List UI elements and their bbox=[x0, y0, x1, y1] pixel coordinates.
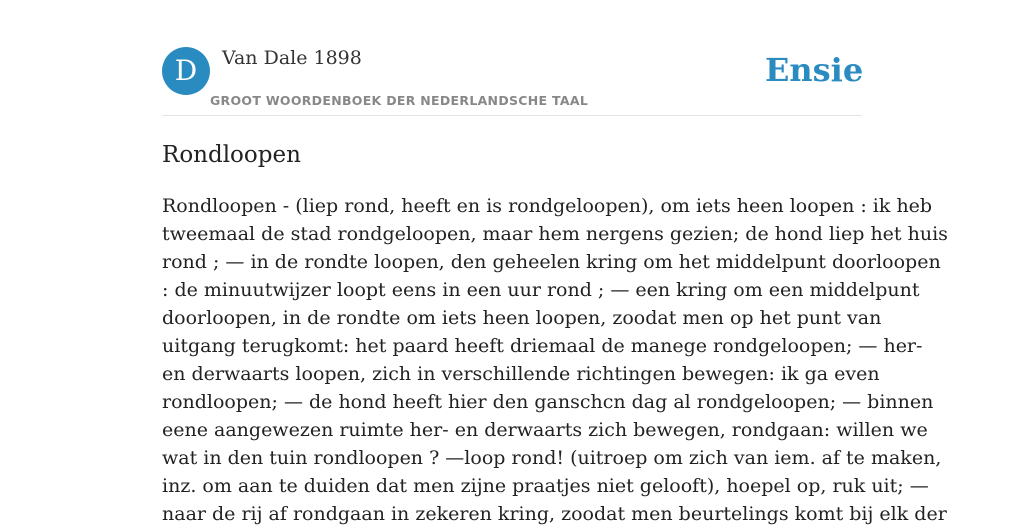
dictionary-name[interactable]: Van Dale 1898 bbox=[222, 47, 362, 69]
definition-line: tweemaal de stad rondgeloopen, maar hem nergens gezien; de hond liep het huis bbox=[162, 223, 948, 245]
dictionary-avatar[interactable]: D bbox=[162, 47, 210, 95]
entry-title: Rondloopen bbox=[162, 142, 301, 168]
definition-line: uitgang terugkomt: het paard heeft driemaal de manege rondgeloopen; — her- bbox=[162, 335, 923, 357]
definition-line: wat in den tuin rondloopen ? —loop rond! (uitroep om zich van iem. af te maken, bbox=[162, 447, 942, 469]
definition-line: inz. om aan te duiden dat men zijne praatjes niet gelooft), hoepel op, ruk uit; — bbox=[162, 475, 929, 497]
definition-line: naar de rij af rondgaan in zekeren kring, zoodat men beurtelings komt bij elk der bbox=[162, 503, 947, 525]
dictionary-subtitle: GROOT WOORDENBOEK DER NEDERLANDSCHE TAAL bbox=[210, 93, 589, 108]
entry-definition bbox=[162, 192, 948, 528]
definition-line: eene aangewezen ruimte her- en derwaarts zich bewegen, rondgaan: willen we bbox=[162, 419, 928, 441]
brand-logo[interactable]: Ensie bbox=[765, 51, 864, 89]
header-divider bbox=[162, 115, 862, 116]
definition-line: rond ; — in de rondte loopen, den geheelen kring om het middelpunt doorloopen bbox=[162, 251, 941, 273]
definition-line: Rondloopen - (liep rond, heeft en is rondgeloopen), om iets heen loopen : ik heb bbox=[162, 195, 933, 217]
definition-line: : de minuutwijzer loopt eens in een uur rond ; — een kring om een middelpunt bbox=[162, 279, 920, 301]
definition-line: rondloopen; — de hond heeft hier den ganschcn dag al rondgeloopen; — binnen bbox=[162, 391, 934, 413]
definition-line: doorloopen, in de rondte om iets heen loopen, zoodat men op het punt van bbox=[162, 307, 882, 329]
definition-line: en derwaarts loopen, zich in verschillende richtingen bewegen: ik ga even bbox=[162, 363, 880, 385]
